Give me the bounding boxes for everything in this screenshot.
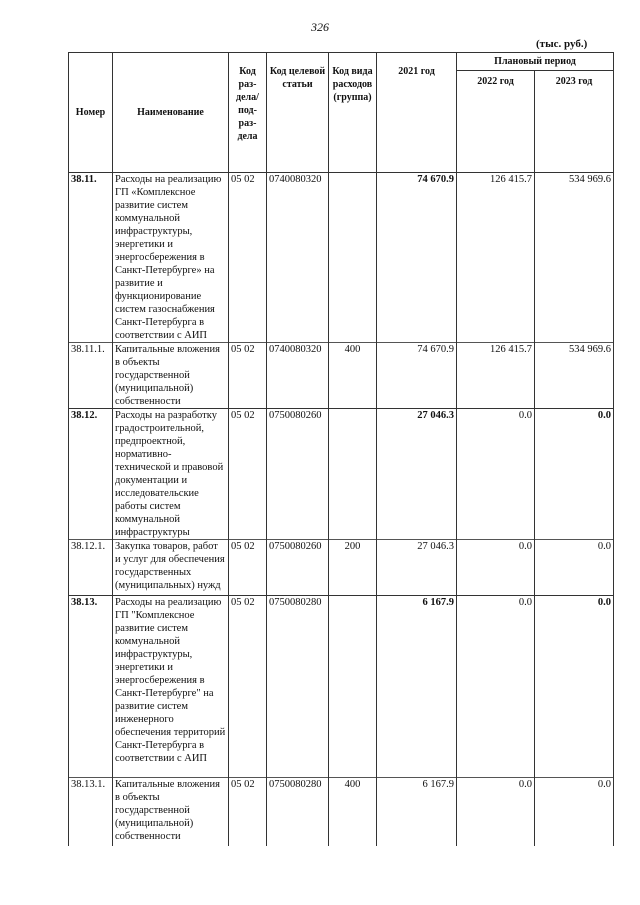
row-section: 05 02 bbox=[229, 778, 267, 846]
row-2023: 0.0 bbox=[535, 778, 614, 846]
header-section: Код раз-дела/ под-раз-дела bbox=[229, 53, 267, 173]
row-expense-type bbox=[329, 596, 377, 778]
row-2023: 0.0 bbox=[535, 596, 614, 778]
row-section: 05 02 bbox=[229, 173, 267, 343]
row-target: 0750080280 bbox=[267, 778, 329, 846]
row-expense-type: 200 bbox=[329, 540, 377, 596]
header-year-2022: 2022 год bbox=[457, 71, 535, 173]
row-2022: 0.0 bbox=[457, 596, 535, 778]
row-section: 05 02 bbox=[229, 540, 267, 596]
row-expense-type bbox=[329, 173, 377, 343]
row-2022: 0.0 bbox=[457, 778, 535, 846]
budget-table bbox=[68, 52, 614, 846]
table-row bbox=[69, 409, 614, 540]
row-section: 05 02 bbox=[229, 409, 267, 540]
row-expense-type: 400 bbox=[329, 343, 377, 409]
row-2021: 74 670.9 bbox=[377, 343, 457, 409]
units-label: (тыс. руб.) bbox=[536, 38, 588, 50]
row-name: Расходы на разработку градостроительной, предпроектной, нормативно-технической и правовой документации и исследовательские работы систем коммунальной инфраструктуры bbox=[113, 409, 229, 540]
row-name: Капитальные вложения в объекты государственной (муниципальной) собственности bbox=[113, 343, 229, 409]
row-target: 0740080320 bbox=[267, 173, 329, 343]
row-section: 05 02 bbox=[229, 596, 267, 778]
row-target: 0750080280 bbox=[267, 596, 329, 778]
table-row bbox=[69, 596, 614, 778]
row-name: Капитальные вложения в объекты государственной (муниципальной) собственности bbox=[113, 778, 229, 846]
table-row bbox=[69, 173, 614, 343]
row-2022: 126 415.7 bbox=[457, 173, 535, 343]
row-2021: 6 167.9 bbox=[377, 596, 457, 778]
row-expense-type: 400 bbox=[329, 778, 377, 846]
row-expense-type bbox=[329, 409, 377, 540]
row-2021: 6 167.9 bbox=[377, 778, 457, 846]
row-target: 0740080320 bbox=[267, 343, 329, 409]
row-target: 0750080260 bbox=[267, 409, 329, 540]
row-name: Закупка товаров, работ и услуг для обеспечения государственных (муниципальных) нужд bbox=[113, 540, 229, 596]
page-number: 326 bbox=[311, 20, 329, 34]
header-year-2023: 2023 год bbox=[535, 71, 614, 173]
row-number: 38.11.1. bbox=[69, 343, 113, 409]
row-2023: 534 969.6 bbox=[535, 173, 614, 343]
row-number: 38.12. bbox=[69, 409, 113, 540]
header-planned-period: Плановый период bbox=[457, 53, 614, 71]
row-number: 38.12.1. bbox=[69, 540, 113, 596]
row-2022: 126 415.7 bbox=[457, 343, 535, 409]
row-2022: 0.0 bbox=[457, 409, 535, 540]
header-name: Наименование bbox=[113, 53, 229, 173]
table-row bbox=[69, 343, 614, 409]
header-number: Номер bbox=[69, 53, 113, 173]
row-target: 0750080260 bbox=[267, 540, 329, 596]
row-2023: 0.0 bbox=[535, 409, 614, 540]
row-number: 38.11. bbox=[69, 173, 113, 343]
row-name: Расходы на реализацию ГП «Комплексное развитие систем коммунальной инфраструктуры, энергетики и энергосбережения в Санкт-Петербурге» на развитие и функционирование систем газоснабжения Санкт-Петербурга в соответствии с АИП bbox=[113, 173, 229, 343]
row-number: 38.13.1. bbox=[69, 778, 113, 846]
row-2021: 27 046.3 bbox=[377, 540, 457, 596]
row-2021: 27 046.3 bbox=[377, 409, 457, 540]
table-row bbox=[69, 540, 614, 596]
header-year-2021: 2021 год bbox=[377, 53, 457, 173]
row-2023: 0.0 bbox=[535, 540, 614, 596]
header-expense-type: Код вида расходов (группа) bbox=[329, 53, 377, 173]
row-2022: 0.0 bbox=[457, 540, 535, 596]
row-name: Расходы на реализацию ГП "Комплексное развитие систем коммунальной инфраструктуры, энергетики и энергосбережения в Санкт-Петербурге" на развитие систем инженерного обеспечения территорий Санкт-Петербурга в соответствии с АИП bbox=[113, 596, 229, 778]
row-section: 05 02 bbox=[229, 343, 267, 409]
row-2021: 74 670.9 bbox=[377, 173, 457, 343]
row-2023: 534 969.6 bbox=[535, 343, 614, 409]
table-row bbox=[69, 778, 614, 846]
row-number: 38.13. bbox=[69, 596, 113, 778]
header-target: Код целевой статьи bbox=[267, 53, 329, 173]
